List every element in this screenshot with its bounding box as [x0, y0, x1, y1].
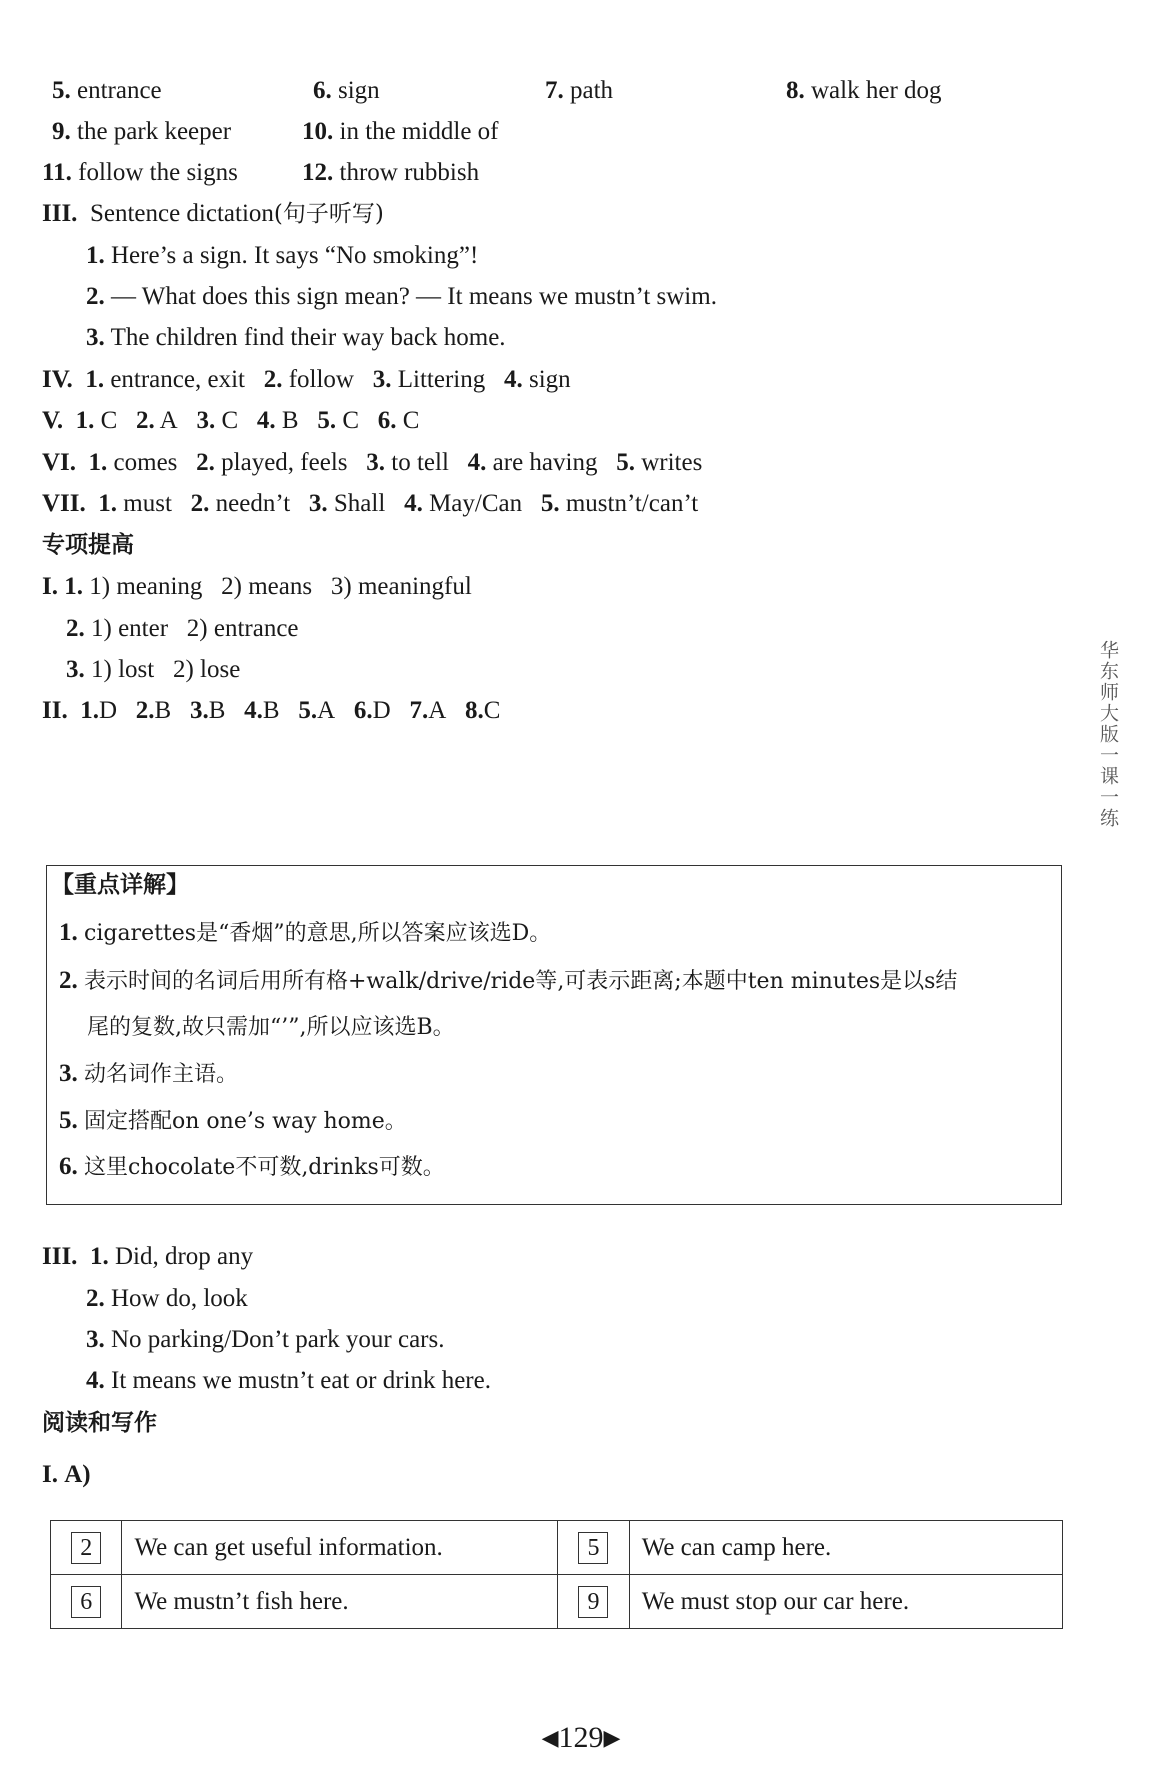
table-cell-number: 5	[558, 1521, 629, 1575]
explanation-item-6: 6. 这里chocolate不可数,drinks可数。	[59, 1153, 445, 1180]
answer-item: 1. entrance, exit	[85, 366, 245, 393]
answer-item: 5.A	[298, 697, 336, 724]
answer-item: 3. Shall	[308, 490, 386, 517]
answer-item: 7.A	[409, 697, 447, 724]
vocab-item-10: 10. in the middle of	[302, 118, 499, 145]
answer-item: 4.B	[244, 697, 280, 724]
side-book-title: 华东师大版一课一练	[1097, 640, 1119, 829]
explanation-item-3: 3. 动名词作主语。	[59, 1060, 239, 1087]
table-cell-number: 9	[558, 1575, 629, 1629]
answer-item: 5. C	[317, 407, 360, 434]
explanation-item-1: 1. cigarettes是“香烟”的意思,所以答案应该选D。	[59, 919, 552, 946]
table-row	[51, 1575, 1063, 1629]
table-cell-text: We can get useful information.	[122, 1521, 558, 1575]
improve-1-row-3: 3. 1) lost 2) lose	[66, 656, 241, 683]
answer-item: 1.D	[80, 697, 118, 724]
section-7-answers: VII. 1. must 2. needn’t 3. Shall 4. May/Can 5. mustn’t/can’t	[42, 490, 699, 517]
dictation-item-2: 2. — What does this sign mean? — It means we mustn’t swim.	[86, 283, 717, 310]
answer-item: 4. B	[256, 407, 299, 434]
improve-2-answers: II. 1.D 2.B 3.B 4.B 5.A 6.D 7.A 8.C	[42, 697, 501, 724]
vocab-item-8: 8. walk her dog	[786, 77, 942, 104]
section-6-answers: VI. 1. comes 2. played, feels 3. to tell 4. are having 5. writes	[42, 449, 703, 476]
table-cell-text: We must stop our car here.	[629, 1575, 1062, 1629]
explanation-item-2: 2. 表示时间的名词后用所有格+walk/drive/ride等,可表示距离;本题中ten minutes是以s结	[59, 967, 958, 994]
improve-3-item-3: 3. No parking/Don’t park your cars.	[86, 1326, 445, 1353]
answer-item: 1. comes	[88, 449, 178, 476]
answer-item: 4. May/Can	[404, 490, 523, 517]
vocab-item-12: 12. throw rubbish	[302, 159, 480, 186]
improve-3-item-1: III. 1. Did, drop any	[42, 1243, 254, 1270]
dictation-item-3: 3. The children find their way back home.	[86, 324, 506, 351]
answer-item: 2.B	[135, 697, 172, 724]
answer-item: 3. C	[196, 407, 239, 434]
vocab-item-7: 7. path	[545, 77, 614, 104]
table-cell-number: 6	[51, 1575, 122, 1629]
table-cell-text: We can camp here.	[629, 1521, 1062, 1575]
answer-item: 1. must	[98, 490, 172, 517]
improve-1-row-1: I. 1. 1) meaning 2) means 3) meaningful	[42, 573, 472, 600]
answer-item: 5. mustn’t/can’t	[540, 490, 699, 517]
vocab-item-6: 6. sign	[313, 77, 380, 104]
improve-3-item-2: 2. How do, look	[86, 1285, 248, 1312]
vocab-item-5: 5. entrance	[52, 77, 162, 104]
answer-item: 3. to tell	[366, 449, 449, 476]
answer-item: 8.C	[465, 697, 501, 724]
heading-reading: 阅读和写作	[42, 1410, 157, 1436]
answer-item: 3. Littering	[372, 366, 486, 393]
vocab-item-11: 11. follow the signs	[42, 159, 238, 186]
heading-improve: 专项提高	[42, 532, 134, 558]
table-cell-number: 2	[51, 1521, 122, 1575]
answer-item: 2. needn’t	[190, 490, 291, 517]
improve-3-item-4: 4. It means we mustn’t eat or drink here.	[86, 1367, 491, 1394]
match-table	[50, 1520, 1063, 1629]
page-number: ◀129▶	[541, 1721, 621, 1754]
table-row	[51, 1521, 1063, 1575]
section-3-heading: III. Sentence dictation(句子听写)	[42, 200, 384, 227]
section-4-answers: IV. 1. entrance, exit 2. follow 3. Littering 4. sign	[42, 366, 571, 393]
answer-item: 5. writes	[616, 449, 703, 476]
explanation-title: 【重点详解】	[51, 872, 189, 898]
triangle-right-icon: ▶	[603, 1725, 621, 1750]
reading-part-label: I. A)	[42, 1461, 91, 1488]
answer-item: 6.D	[353, 697, 391, 724]
improve-1-row-2: 2. 1) enter 2) entrance	[66, 615, 299, 642]
dictation-item-1: 1. Here’s a sign. It says “No smoking”!	[86, 242, 479, 269]
answer-item: 4. sign	[503, 366, 571, 393]
answer-item: 4. are having	[467, 449, 598, 476]
answer-item: 1. C	[75, 407, 118, 434]
answer-item: 2. A	[136, 407, 178, 434]
answer-item: 3.B	[189, 697, 226, 724]
explanation-item-2-cont: 尾的复数,故只需加“’”,所以应该选B。	[87, 1015, 455, 1040]
vocab-item-9: 9. the park keeper	[52, 118, 232, 145]
table-cell-text: We mustn’t fish here.	[122, 1575, 558, 1629]
answer-item: 2. played, feels	[196, 449, 348, 476]
triangle-left-icon: ◀	[541, 1725, 559, 1750]
answer-item: 2. follow	[263, 366, 354, 393]
section-5-answers: V. 1. C 2. A 3. C 4. B 5. C 6. C	[42, 407, 420, 434]
explanation-box	[46, 865, 1062, 1205]
explanation-item-5: 5. 固定搭配on one’s way home。	[59, 1107, 407, 1134]
answer-item: 6. C	[377, 407, 420, 434]
